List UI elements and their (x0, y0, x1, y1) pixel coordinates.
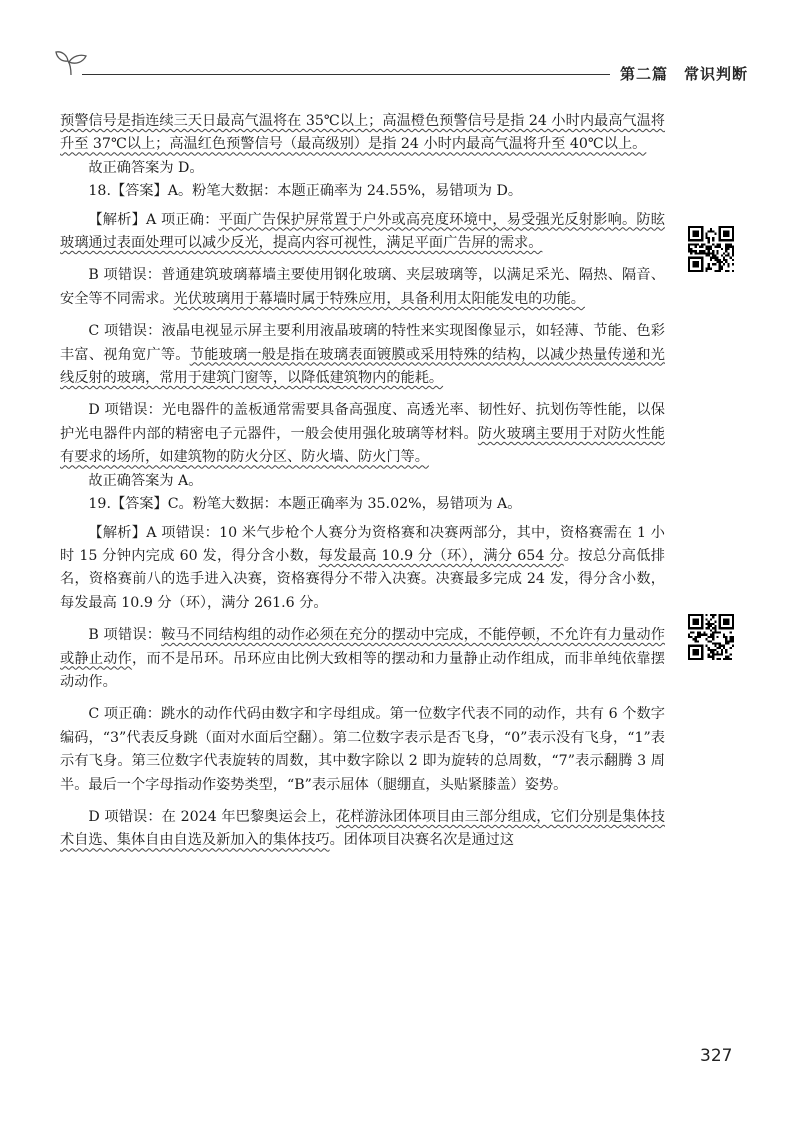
underlined-text: 每发最高 10.9 分（环），满分 654 分 (318, 547, 564, 564)
text-segment: C 项正确：跳水的动作代码由数字和字母组成。第一位数字代表不同的动作，共有 6 个数字编码，“3”代表反身跳（面对水面后空翻）。第二位数字表示是否飞身，“0”表示没有飞身，“1”表示有飞身。第三位数字代表旋转的周数，其中数字除以 2 即为旋转的总周数，“7”表示翻腾 3 周半。最后一个字母指动作姿势类型，“B”表示屈体（腿绷直，头贴紧膝盖）姿势。 (60, 706, 665, 793)
page-header (0, 0, 800, 100)
header-rule (82, 74, 610, 75)
paragraph (60, 493, 665, 516)
text-segment: 【解析】A 项正确： (88, 211, 219, 228)
text-segment: 。团体项目决赛名次是通过这 (329, 832, 515, 849)
underlined-text: 平面广告保护屏常置于户外或高亮度环境中，易受强光反射影响。防眩玻璃通过表面处理可以减少反光，提高内容可视性，满足平面广告屏的需求。 (60, 211, 665, 252)
text-segment: ，而不是吊环。吊环应由比例大致相等的摆动和力量静止动作组成，而非单纯依靠摆动动作。 (60, 650, 665, 690)
paragraph (60, 209, 665, 256)
text-segment: 。按总分高低排名，资格赛前八的选手进入决赛，资格赛得分不带入决赛。决赛最多完成 24 发，得分含小数，每发最高 10.9 分（环），满分 261.6 分。 (60, 547, 665, 611)
text-segment: 【解析】A 项错误：10 米气步枪个人赛分为资格赛和决赛两部分，其中，资格赛需在 1 小时 15 分钟内完成 60 发，得分含小数， (60, 524, 665, 564)
text-segment: 19.【答案】C。粉笔大数据：本题正确率为 35.02%，易错项为 A。 (88, 496, 522, 513)
paragraph (60, 157, 665, 180)
underlined-text: 节能玻璃一般是指在玻璃表面镀膜或采用特殊的结构，以减少热量传递和光线反射的玻璃，常用于建筑门窗等，以降低建筑物内的能耗。 (60, 346, 665, 387)
page-number: 327 (700, 1046, 733, 1066)
paragraph (60, 470, 665, 493)
qr-code-icon (688, 614, 734, 660)
underlined-text: 光伏玻璃用于幕墙时属于特殊应用，具备利用太阳能发电的功能。 (173, 290, 585, 307)
paragraph (60, 110, 665, 157)
text-segment: 18.【答案】A。粉笔大数据：本题正确率为 24.55%，易错项为 D。 (88, 183, 523, 200)
section-title: 第二篇 常识判断 (620, 65, 749, 83)
paragraph (60, 703, 665, 797)
paragraph (60, 624, 665, 694)
paragraph (60, 399, 665, 469)
text-segment: D 项错误：光电器件的盖板通常需要具备高强度、高透光率、韧性好、抗划伤等性能，以保护光电器件内部的精密电子元器件，一般会使用强化玻璃等材料。 (60, 402, 665, 442)
text-segment: 故正确答案为 A。 (88, 472, 203, 489)
qr-code-18[interactable] (688, 226, 734, 272)
underlined-text: 预警信号是指连续三天日最高气温将在 35℃以上；高温橙色预警信号是指 24 小时内最高气温将升至 37℃以上；高温红色预警信号（最高级别）是指 24 小时内最高气温将升至 40℃以上。 (60, 113, 665, 153)
text-segment: B 项错误： (88, 627, 162, 644)
paragraph (60, 320, 665, 390)
text-segment: C 项错误：液晶电视显示屏主要利用液晶玻璃的特性来实现图像显示，如轻薄、节能、色彩丰富、视角宽广等。 (60, 323, 665, 363)
text-segment: 故正确答案为 D。 (88, 159, 204, 176)
qr-code-icon (688, 226, 734, 272)
paragraph (60, 522, 665, 616)
qr-code-19[interactable] (688, 614, 734, 660)
page-body (60, 110, 665, 853)
paragraph (60, 180, 665, 203)
underlined-text: 鞍马不同结构组的动作必须在充分的摆动中完成，不能停顿，不允许有力量动作或静止动作 (60, 627, 665, 667)
underlined-text: 防火玻璃主要用于对防火性能有要求的场所，如建筑物的防火分区、防火墙、防火门等。 (60, 425, 665, 466)
paragraph (60, 806, 665, 853)
paragraph (60, 264, 665, 311)
sprout-icon (54, 50, 88, 76)
underlined-text: 花样游泳团体项目由三部分组成，它们分别是集体技术自选、集体自由自选及新加入的集体技巧 (60, 808, 665, 849)
text-segment: D 项错误：在 2024 年巴黎奥运会上， (88, 808, 336, 825)
text-segment: B 项错误：普通建筑玻璃幕墙主要使用钢化玻璃、夹层玻璃等，以满足采光、隔热、隔音、安全等不同需求。 (60, 267, 665, 307)
